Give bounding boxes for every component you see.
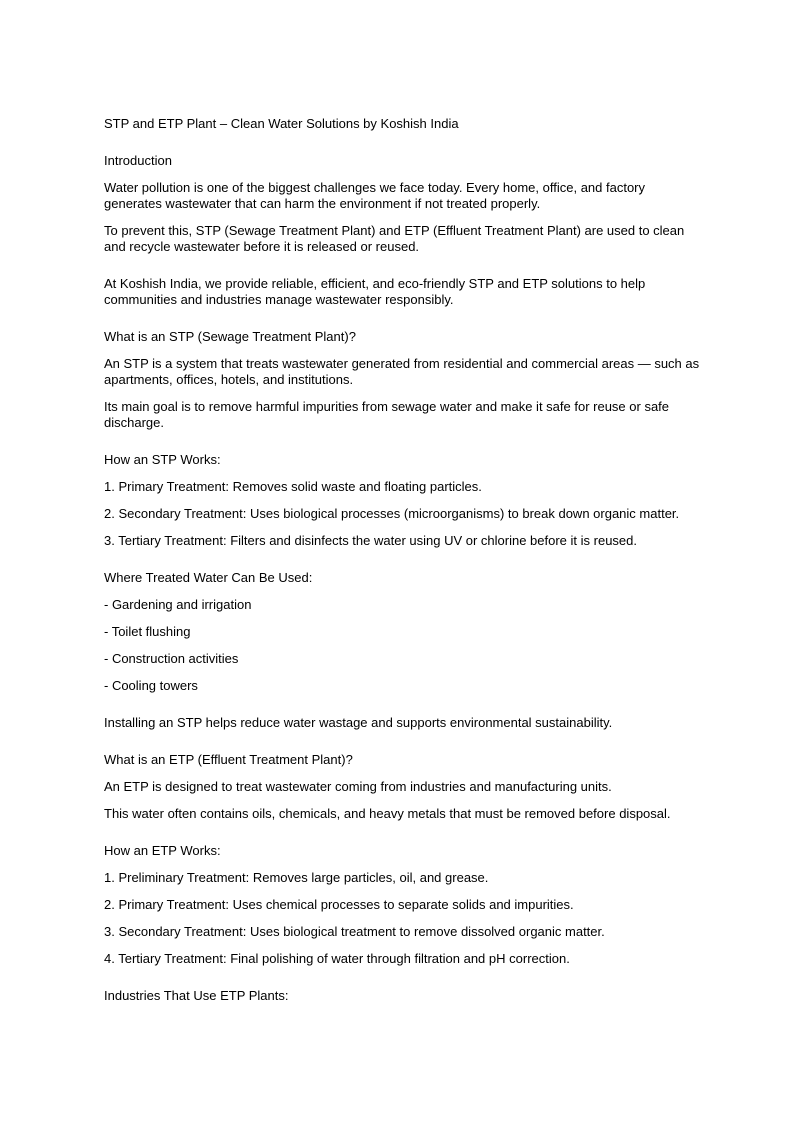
uses-list-item: - Cooling towers xyxy=(104,678,198,693)
stp-step: 1. Primary Treatment: Removes solid waste and floating particles. xyxy=(104,479,482,494)
intro-paragraph-1: Water pollution is one of the biggest challenges we face today. Every home, office, and factory generates wastewater that can harm the environment if not treated properly. xyxy=(104,180,646,211)
etp-step: 1. Preliminary Treatment: Removes large particles, oil, and grease. xyxy=(104,870,489,885)
uses-list-item: - Construction activities xyxy=(104,651,239,666)
etp-step: 4. Tertiary Treatment: Final polishing of water through filtration and pH correction. xyxy=(104,951,570,966)
etp-paragraph-1: An ETP is designed to treat wastewater coming from industries and manufacturing units. xyxy=(104,779,612,794)
uses-list-item: - Toilet flushing xyxy=(104,624,191,639)
uses-heading: Where Treated Water Can Be Used: xyxy=(104,570,313,585)
document-page xyxy=(104,116,704,1015)
stp-paragraph-1: An STP is a system that treats wastewater generated from residential and commercial areas — such as apartments, offices, hotels, and institutions. xyxy=(104,356,700,387)
etp-heading: What is an ETP (Effluent Treatment Plant)? xyxy=(104,752,353,767)
document-title: STP and ETP Plant – Clean Water Solutions by Koshish India xyxy=(104,116,459,131)
uses-closing: Installing an STP helps reduce water wastage and supports environmental sustainability. xyxy=(104,715,613,730)
etp-step: 3. Secondary Treatment: Uses biological treatment to remove dissolved organic matter. xyxy=(104,924,605,939)
intro-heading: Introduction xyxy=(104,153,172,168)
stp-heading: What is an STP (Sewage Treatment Plant)? xyxy=(104,329,356,344)
etp-works-heading: How an ETP Works: xyxy=(104,843,221,858)
industries-heading: Industries That Use ETP Plants: xyxy=(104,988,289,1003)
etp-paragraph-2: This water often contains oils, chemicals, and heavy metals that must be removed before disposal. xyxy=(104,806,671,821)
stp-step: 3. Tertiary Treatment: Filters and disinfects the water using UV or chlorine before it is reused. xyxy=(104,533,637,548)
etp-step: 2. Primary Treatment: Uses chemical processes to separate solids and impurities. xyxy=(104,897,574,912)
intro-paragraph-2: To prevent this, STP (Sewage Treatment Plant) and ETP (Effluent Treatment Plant) are used to clean and recycle wastewater before it is released or reused. xyxy=(104,223,685,254)
stp-step: 2. Secondary Treatment: Uses biological processes (microorganisms) to break down organic matter. xyxy=(104,506,680,521)
stp-paragraph-2: Its main goal is to remove harmful impurities from sewage water and make it safe for reuse or safe discharge. xyxy=(104,399,670,430)
uses-list-item: - Gardening and irrigation xyxy=(104,597,252,612)
intro-paragraph-3: At Koshish India, we provide reliable, efficient, and eco-friendly STP and ETP solutions to help communities and industries manage wastewater responsibly. xyxy=(104,276,646,307)
stp-works-heading: How an STP Works: xyxy=(104,452,221,467)
